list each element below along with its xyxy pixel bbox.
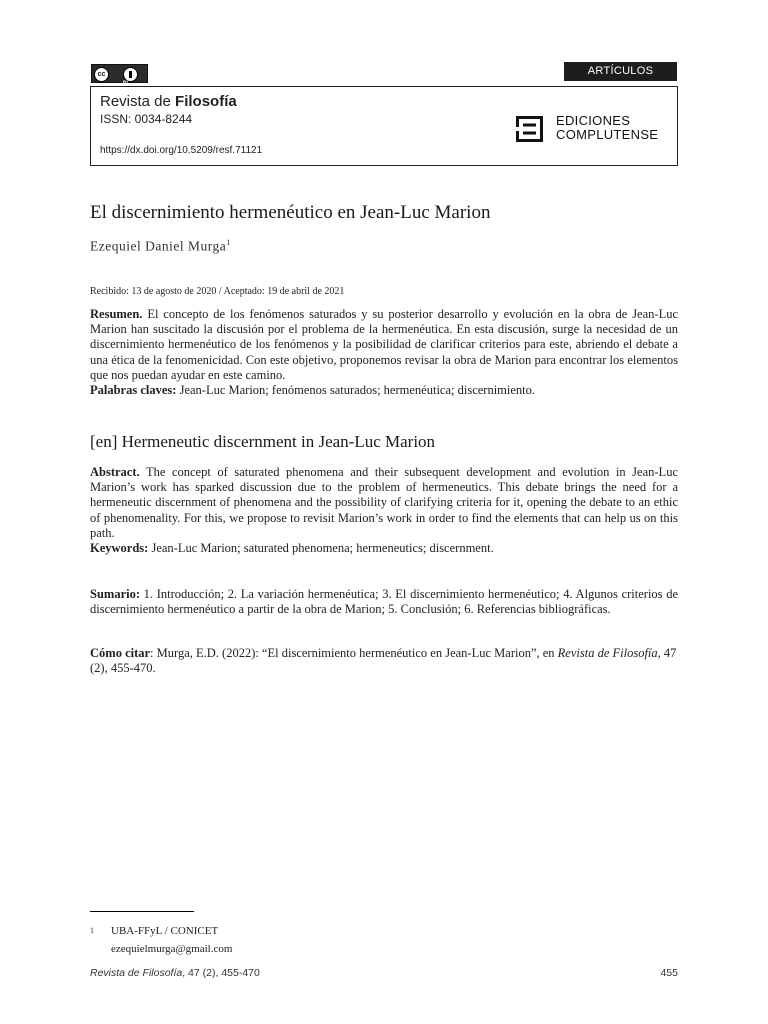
footnote-divider (90, 911, 194, 912)
sumario-text: 1. Introducción; 2. La variación hermenéutica; 3. El discernimiento hermenéutico; 4. Algunos criterios de discernimiento hermenéutico a partir de la obra de Marion; 5. Conclusión; 6. Referencias bibliográficas. (90, 587, 678, 617)
palabras-claves-label: Palabras claves: (90, 383, 177, 398)
abstract-label: Abstract. (90, 465, 140, 479)
running-footer (90, 967, 260, 979)
journal-name: Filosofía (175, 93, 237, 110)
publisher-line-2: COMPLUTENSE (556, 127, 659, 142)
author-text: Ezequiel Daniel Murga (90, 238, 227, 254)
keywords-label: Keywords: (90, 541, 149, 556)
footer-volume: , 47 (2), 455-470 (182, 967, 260, 979)
citation-journal: Revista de Filosofía, (557, 646, 661, 660)
journal-title (100, 93, 237, 110)
issn: ISSN: 0034-8244 (100, 112, 193, 126)
abstract-paragraph (90, 465, 678, 556)
english-title: [en] Hermeneutic discernment in Jean-Luc Marion (90, 432, 436, 451)
received-accepted-dates: Recibido: 13 de agosto de 2020 / Aceptado: 19 de abril de 2021 (90, 286, 345, 297)
publisher-name (556, 114, 658, 142)
journal-prefix: Revista de (100, 93, 176, 110)
page-number: 455 (660, 967, 678, 979)
resumen-label: Resumen. (90, 307, 143, 321)
sumario-label: Sumario: (90, 587, 140, 601)
publisher-line-1: EDICIONES (556, 113, 631, 128)
resumen-paragraph (90, 307, 678, 398)
citation-paragraph (90, 646, 678, 676)
keywords-text: Jean-Luc Marion; saturated phenomena; hermeneutics; discernment. (148, 541, 494, 556)
palabras-claves-text: Jean-Luc Marion; fenómenos saturados; hermenéutica; discernimiento. (176, 383, 536, 398)
citation-text-after: 47 (2), 455-470. (90, 646, 677, 676)
citation-text-before: : Murga, E.D. (2022): “El discernimiento hermenéutico en Jean-Luc Marion”, en (150, 646, 558, 660)
sumario-paragraph (90, 587, 678, 617)
author-name (90, 238, 231, 255)
doi-link[interactable]: https://dx.doi.org/10.5209/resf.71121 (100, 145, 263, 156)
ediciones-complutense-logo-icon (516, 116, 543, 142)
section-label: ARTÍCULOS (564, 62, 677, 81)
by-label: BY (123, 79, 129, 84)
footnote-text (111, 922, 232, 958)
cc-icon: cc (94, 67, 109, 82)
citation-label: Cómo citar (90, 646, 151, 660)
abstract-text: The concept of saturated phenomena and their subsequent development and evolution in Jean-Luc Marion’s work has sparked discussion due to the problem of hermeneutics. This debate brings the need for a hermeneutic discernment of phenomena and the possibility of clarifying criteria for it, opening the debate to an ethic of phenomenality. For this, we propose to revisit Marion’s work in order to find the elements that can help us on this path. (90, 465, 678, 540)
article-title: El discernimiento hermenéutico en Jean-Luc Marion (90, 202, 491, 223)
resumen-text: El concepto de los fenómenos saturados y su posterior desarrollo y evolución en la obra de Jean-Luc Marion han suscitado la discusión por el problema de la hermenéutica. En esta discusión, surge la necesidad de un discernimiento hermenéutico de los fenómenos y la posibilidad de clarificar criterios para este, abriendo el debate a una ética de la fenomenicidad. Con este objetivo, proponemos revisar la obra de Marion para encontrar los elementos que nos puedan ayudar en este camino. (90, 307, 678, 382)
cc-by-license-badge[interactable] (91, 64, 148, 83)
footer-journal: Revista de Filosofía (90, 967, 183, 979)
footnote-email[interactable]: ezequielmurga@gmail.com (111, 943, 233, 955)
author-footnote-mark[interactable]: 1 (226, 238, 231, 247)
footnote-mark: 1 (90, 926, 94, 935)
footnote-affiliation: UBA-FFyL / CONICET (111, 925, 219, 937)
